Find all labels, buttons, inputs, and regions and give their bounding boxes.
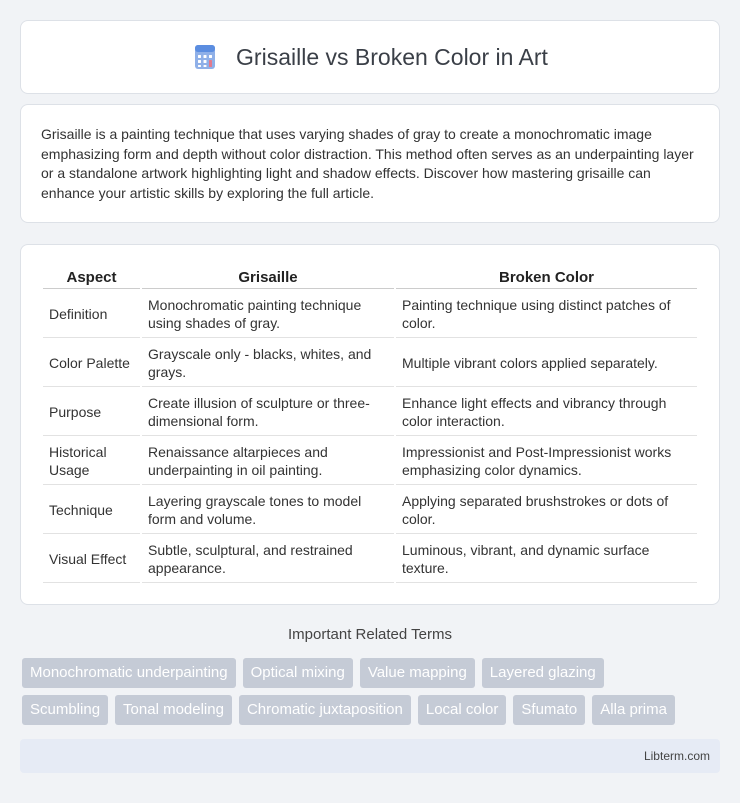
header-aspect: Aspect [43, 267, 140, 289]
footer-link[interactable]: Libterm.com [643, 749, 710, 763]
related-terms-title: Important Related Terms [288, 626, 452, 643]
tag-alla-prima[interactable]: Alla prima [592, 695, 675, 725]
related-terms-tags [22, 658, 722, 732]
tag-sfumato[interactable]: Sfumato [513, 695, 585, 725]
header-grisaille: Grisaille [142, 267, 394, 289]
tag-chromatic-juxtaposition[interactable]: Chromatic juxtaposition [239, 695, 411, 725]
table-row [43, 340, 697, 387]
row-aspect: Definition [43, 291, 140, 338]
tag-value-mapping[interactable]: Value mapping [360, 658, 475, 688]
row-broken-color: Applying separated brushstrokes or dots of color. [396, 487, 697, 534]
tag-monochromatic-underpainting[interactable]: Monochromatic underpainting [22, 658, 236, 688]
row-grisaille: Monochromatic painting technique using shades of gray. [142, 291, 394, 338]
table-row [43, 487, 697, 534]
row-grisaille: Layering grayscale tones to model form and volume. [142, 487, 394, 534]
intro-text: Grisaille is a painting technique that uses varying shades of gray to create a monochromatic image emphasizing form and depth without color distraction. This method often serves as an underpainting layer or a standalone artwork highlighting light and shadow effects. Discover how mastering grisaille can enhance your artistic skills by exploring the full article. [41, 126, 694, 201]
row-grisaille: Create illusion of sculpture or three-dimensional form. [142, 389, 394, 436]
table-header-row [43, 267, 697, 289]
tag-row [22, 658, 722, 688]
tag-optical-mixing[interactable]: Optical mixing [243, 658, 353, 688]
header-broken-color: Broken Color [396, 267, 697, 289]
table-row [43, 389, 697, 436]
row-broken-color: Luminous, vibrant, and dynamic surface texture. [396, 536, 697, 583]
tag-layered-glazing[interactable]: Layered glazing [482, 658, 604, 688]
row-broken-color: Enhance light effects and vibrancy through color interaction. [396, 389, 697, 436]
table-row [43, 438, 697, 485]
row-aspect: Visual Effect [43, 536, 140, 583]
row-grisaille: Subtle, sculptural, and restrained appearance. [142, 536, 394, 583]
tag-local-color[interactable]: Local color [418, 695, 507, 725]
calculator-icon [192, 44, 218, 70]
tag-scumbling[interactable]: Scumbling [22, 695, 108, 725]
row-aspect: Purpose [43, 389, 140, 436]
page-title: Grisaille vs Broken Color in Art [236, 43, 548, 70]
tag-row [22, 695, 722, 725]
row-aspect: Color Palette [43, 340, 140, 387]
row-aspect: Historical Usage [43, 438, 140, 485]
intro-card [20, 104, 720, 223]
footer [20, 739, 720, 773]
header-card [20, 20, 720, 94]
row-broken-color: Multiple vibrant colors applied separately. [396, 340, 697, 387]
table-row [43, 536, 697, 583]
table-row [43, 291, 697, 338]
row-grisaille: Renaissance altarpieces and underpainting in oil painting. [142, 438, 394, 485]
comparison-table [41, 265, 699, 585]
row-broken-color: Painting technique using distinct patches of color. [396, 291, 697, 338]
row-grisaille: Grayscale only - blacks, whites, and grays. [142, 340, 394, 387]
row-aspect: Technique [43, 487, 140, 534]
comparison-card [20, 244, 720, 605]
row-broken-color: Impressionist and Post-Impressionist works emphasizing color dynamics. [396, 438, 697, 485]
tag-tonal-modeling[interactable]: Tonal modeling [115, 695, 232, 725]
